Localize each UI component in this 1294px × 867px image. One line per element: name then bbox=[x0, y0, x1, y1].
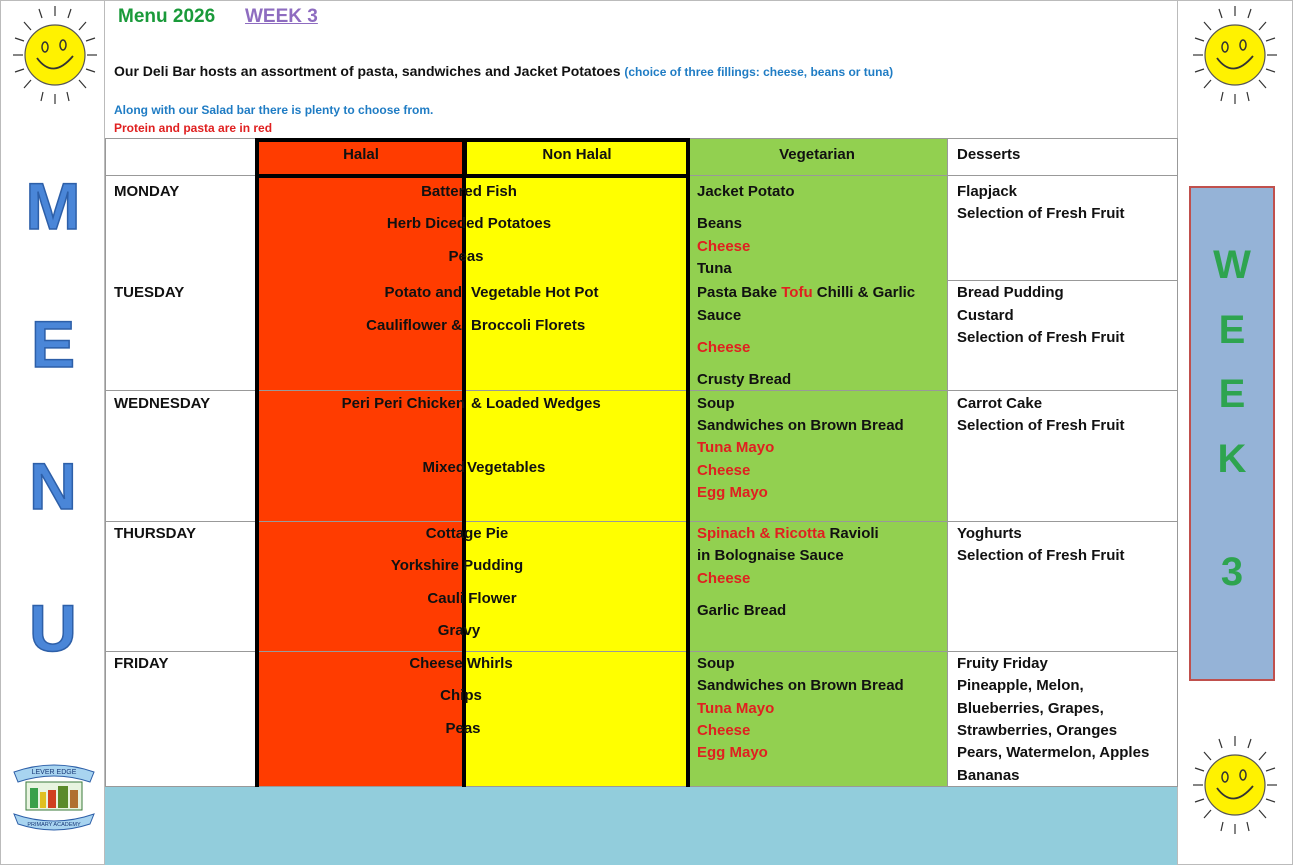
sun-icon bbox=[5, 0, 105, 110]
veg-item: Egg Mayo bbox=[697, 484, 768, 501]
dessert-item: Custard bbox=[957, 307, 1014, 324]
veg-item: Cheese bbox=[697, 570, 751, 587]
grid-line bbox=[1177, 138, 1178, 787]
veg-item: in Bolognaise Sauce bbox=[697, 547, 844, 564]
dessert-item: Selection of Fresh Fruit bbox=[957, 417, 1125, 434]
veg-item: Garlic Bread bbox=[697, 602, 787, 619]
main-dish: Cauliflower & bbox=[366, 317, 462, 334]
dessert-item: Selection of Fresh Fruit bbox=[957, 547, 1125, 564]
dessert-item: Selection of Fresh Fruit bbox=[957, 329, 1125, 346]
veg-item: Cheese bbox=[697, 462, 751, 479]
header-vegetarian: Vegetarian bbox=[779, 146, 855, 163]
week-letter: 3 bbox=[1220, 550, 1244, 594]
week-letter: K bbox=[1217, 437, 1247, 481]
dessert-item: Pears, Watermelon, Apples bbox=[957, 744, 1150, 761]
day-monday: MONDAY bbox=[114, 183, 180, 200]
main-dish: Herb Diceded Potatoes bbox=[386, 215, 552, 232]
intro-fillings: (choice of three fillings: cheese, beans or tuna) bbox=[624, 65, 894, 79]
dessert-item: Strawberries, Oranges bbox=[957, 722, 1118, 739]
dessert-item: Selection of Fresh Fruit bbox=[957, 205, 1125, 222]
logo-top-text: LEVER EDGE bbox=[31, 769, 77, 776]
footer-band bbox=[105, 787, 1177, 865]
dessert-item: Bread Pudding bbox=[957, 284, 1064, 301]
menu-letter: N bbox=[29, 449, 77, 523]
veg-item: Crusty Bread bbox=[697, 371, 792, 388]
sun-icon bbox=[1185, 730, 1285, 840]
intro-protein-note: Protein and pasta are in red bbox=[114, 121, 273, 135]
main-dish: Peas bbox=[448, 248, 484, 265]
main-dish: Mixed bbox=[422, 459, 465, 476]
header-halal: Halal bbox=[343, 146, 379, 163]
veg-item: Spinach & Ricotta Ravioli bbox=[697, 525, 879, 542]
day-friday: FRIDAY bbox=[114, 655, 169, 672]
menu-letter: E bbox=[30, 307, 76, 381]
week-letter: E bbox=[1218, 308, 1246, 352]
week-letter: E bbox=[1218, 372, 1246, 416]
left-margin-frame bbox=[0, 0, 105, 865]
day-wednesday: WEDNESDAY bbox=[114, 395, 211, 412]
main-dish: Vegetables bbox=[467, 459, 546, 476]
menu-letter: U bbox=[29, 591, 77, 665]
header-top-border bbox=[255, 138, 690, 142]
dessert-item: Blueberries, Grapes, bbox=[957, 700, 1104, 717]
header-bottom-border bbox=[255, 174, 690, 178]
intro-deli-bar: Our Deli Bar hosts an assortment of pasta, sandwiches and Jacket Potatoes (choice of three fillings: cheese, beans or tuna) bbox=[114, 63, 894, 79]
veg-item: Soup bbox=[697, 655, 735, 672]
main-dish: Cheese Whirls bbox=[409, 655, 513, 672]
dessert-item: Flapjack bbox=[957, 183, 1018, 200]
veg-item: Sandwiches on Brown Bread bbox=[697, 677, 904, 694]
main-dish: Cottage Pie bbox=[425, 525, 509, 542]
day-thursday: THURSDAY bbox=[114, 525, 196, 542]
grid-line bbox=[105, 138, 106, 865]
main-dish: Peas bbox=[445, 720, 481, 737]
dessert-item: Yoghurts bbox=[957, 525, 1022, 542]
main-dish: Potato and bbox=[384, 284, 462, 301]
veg-item: Beans bbox=[697, 215, 743, 232]
veg-item: Sandwiches on Brown Bread bbox=[697, 417, 904, 434]
veg-item: Cheese bbox=[697, 722, 751, 739]
veg-item: Jacket Potato bbox=[697, 183, 795, 200]
dessert-item: Pineapple, Melon, bbox=[957, 677, 1084, 694]
day-tuesday: TUESDAY bbox=[114, 284, 185, 301]
veg-item: Soup bbox=[697, 395, 735, 412]
header-divider bbox=[463, 138, 467, 178]
dessert-item: Bananas bbox=[957, 767, 1020, 784]
intro-salad-bar: Along with our Salad bar there is plenty to choose from. bbox=[114, 103, 434, 117]
week-link[interactable]: WEEK 3 bbox=[245, 6, 318, 27]
main-dish: Broccoli Florets bbox=[471, 317, 586, 334]
veg-item: Cheese bbox=[697, 339, 751, 356]
menu-title: Menu 2026 bbox=[118, 6, 216, 27]
main-dish: Gravy bbox=[437, 622, 481, 639]
menu-letter: M bbox=[25, 169, 81, 243]
logo-bottom-text: PRIMARY ACADEMY bbox=[27, 822, 81, 828]
header-desserts: Desserts bbox=[957, 146, 1021, 163]
main-dish: Yorkshire Pudding bbox=[390, 557, 524, 574]
dessert-item: Fruity Friday bbox=[957, 655, 1048, 672]
main-dish: Peri Peri Chicken bbox=[341, 395, 465, 412]
school-logo-icon bbox=[10, 752, 98, 840]
grid-line bbox=[947, 280, 1177, 281]
dessert-item: Carrot Cake bbox=[957, 395, 1043, 412]
main-dish: Vegetable Hot Pot bbox=[471, 284, 599, 301]
sun-icon bbox=[1185, 0, 1285, 110]
main-dish: Battered Fish bbox=[421, 183, 517, 200]
main-dish: Chips bbox=[440, 687, 482, 704]
header-non-halal: Non Halal bbox=[542, 146, 612, 163]
veg-item: Cheese bbox=[697, 238, 751, 255]
grid-line bbox=[947, 138, 948, 787]
veg-item: Tuna Mayo bbox=[697, 700, 775, 717]
veg-item: Egg Mayo bbox=[697, 744, 768, 761]
main-dish: Cauli Flower bbox=[427, 590, 517, 607]
veg-item: Tuna bbox=[697, 260, 732, 277]
veg-item: Tuna Mayo bbox=[697, 439, 775, 456]
week-letter: W bbox=[1213, 243, 1251, 287]
main-dish: & Loaded Wedges bbox=[471, 395, 601, 412]
veg-item: Pasta Bake Tofu Chilli & Garlic bbox=[697, 284, 916, 301]
veg-item: Sauce bbox=[697, 307, 742, 324]
